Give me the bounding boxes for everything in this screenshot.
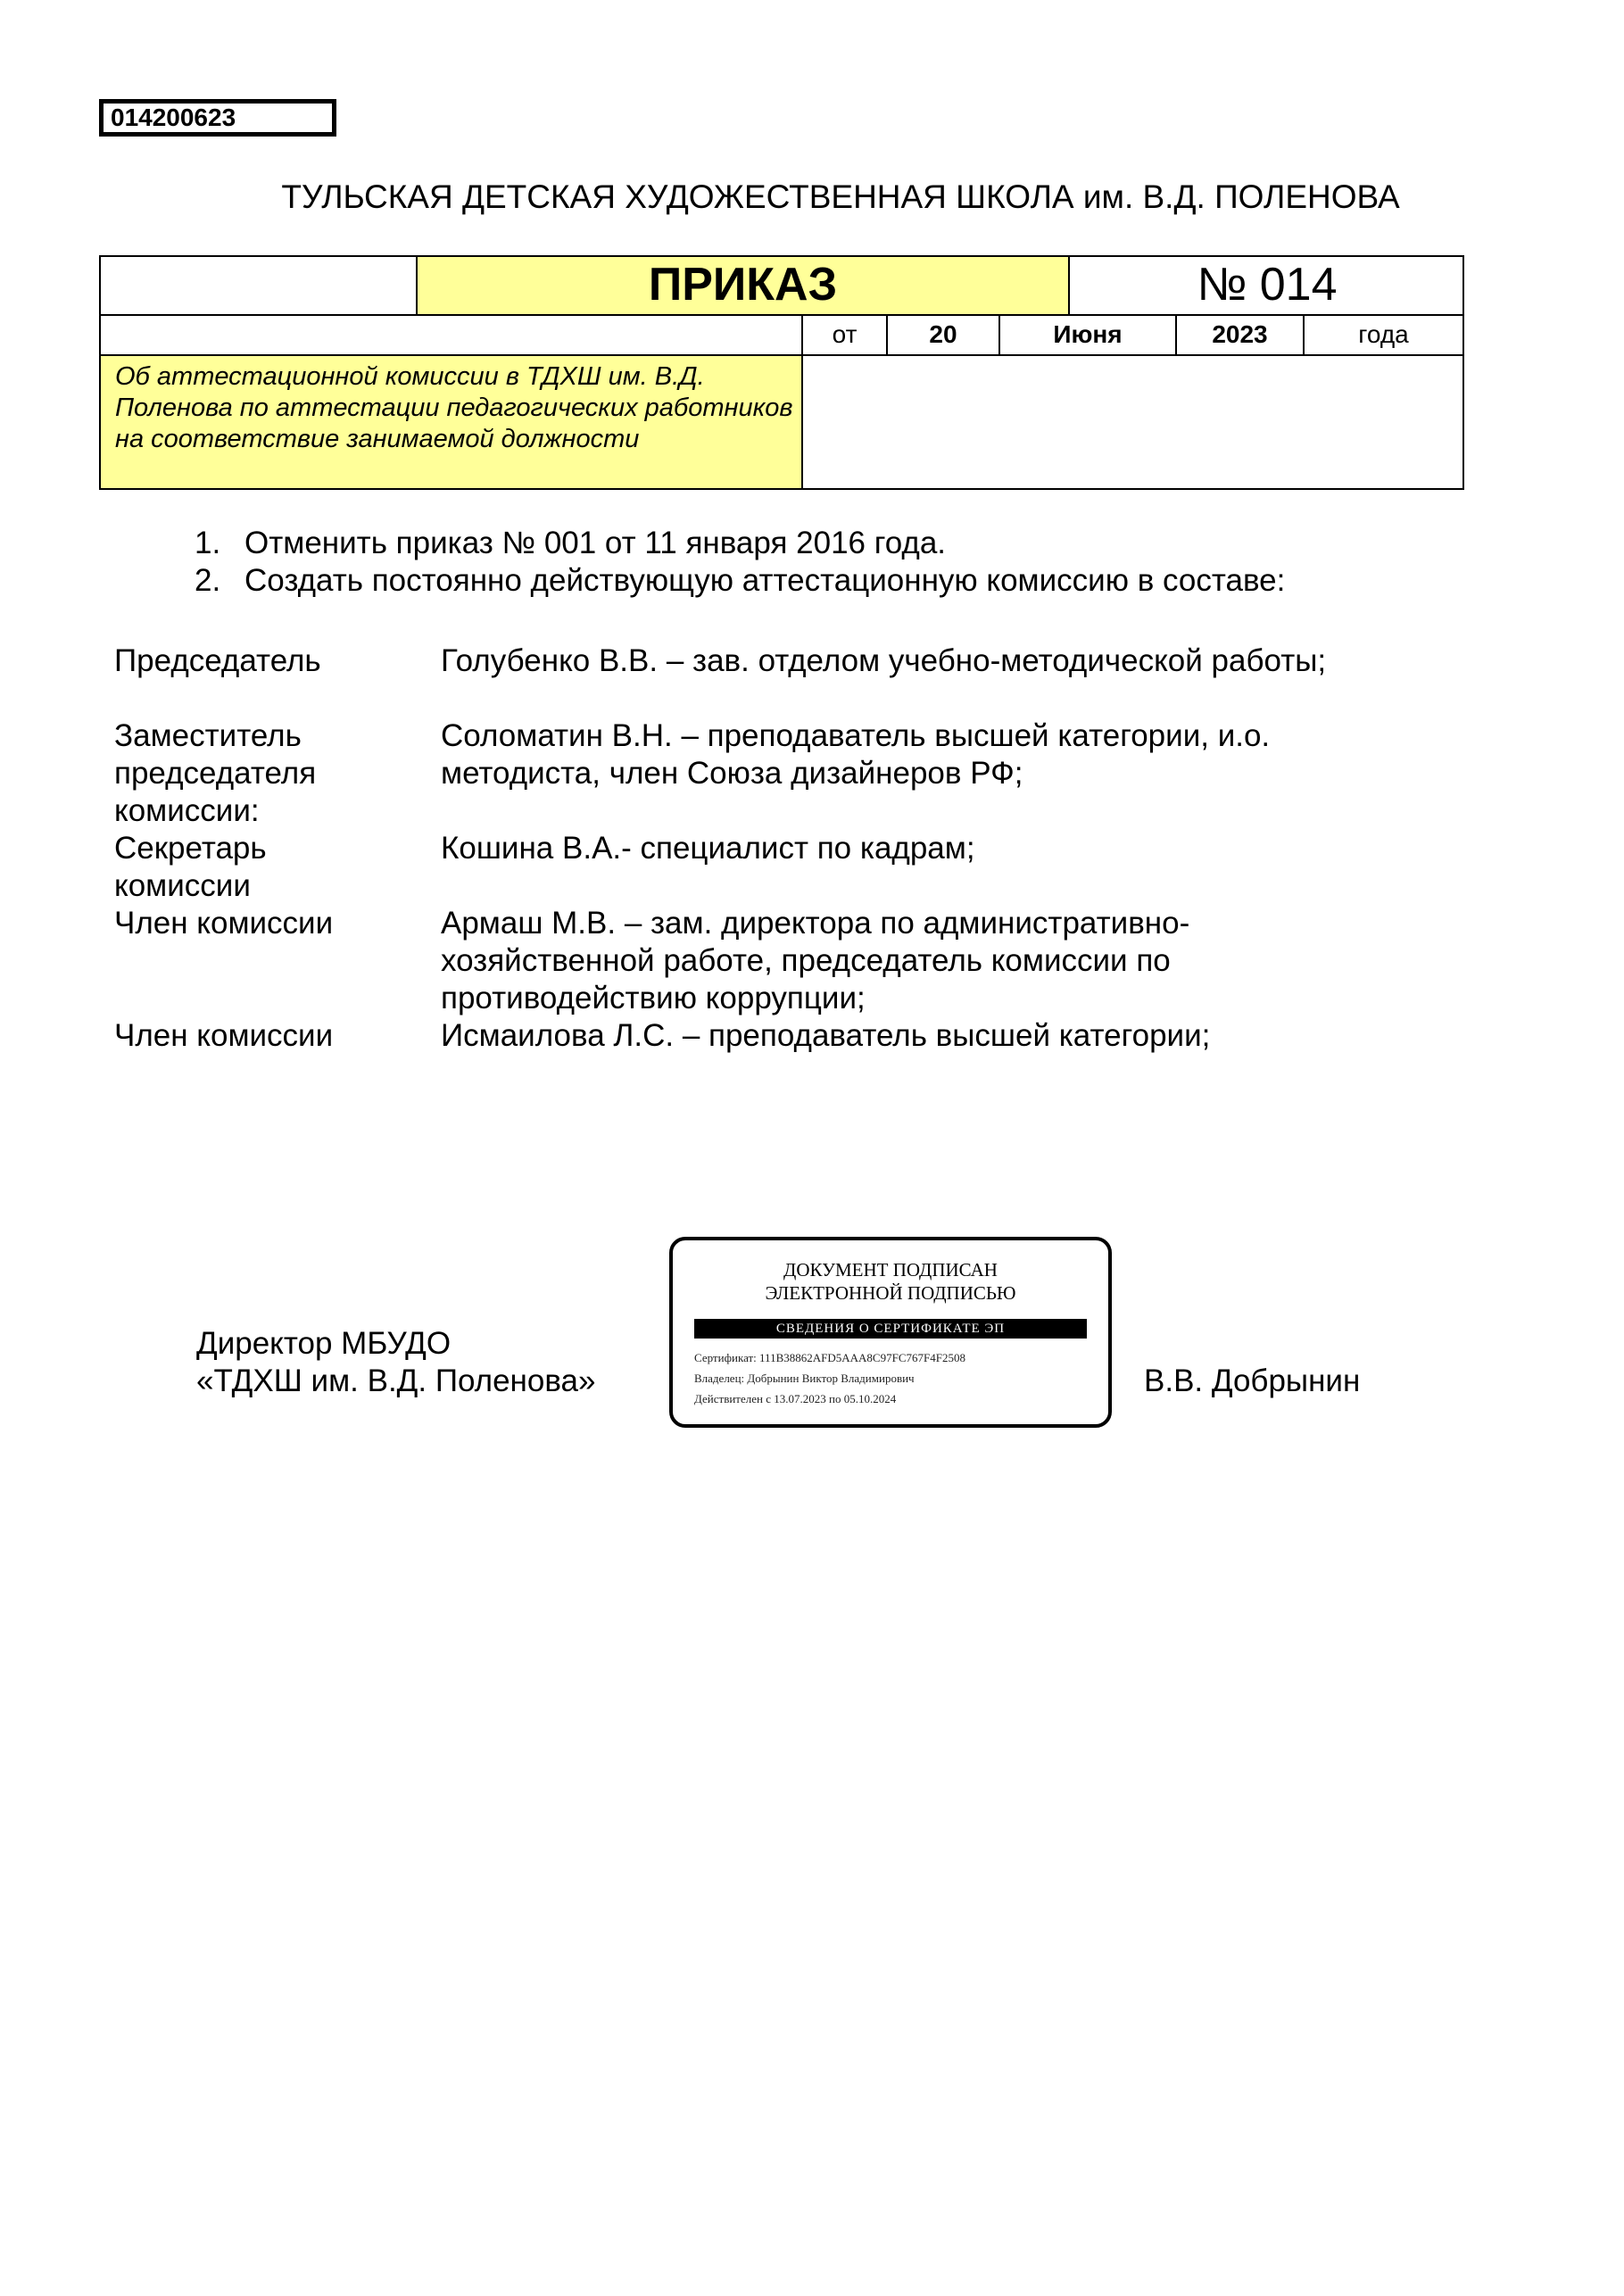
member-row: [114, 717, 1471, 830]
list-item: [195, 525, 1285, 562]
member-row: [114, 905, 1471, 1017]
member-role: Секретарь комиссии: [114, 831, 267, 903]
date-year-suffix: года: [1358, 320, 1409, 348]
member-role: Заместитель председателя комиссии:: [114, 718, 317, 828]
document-code: 014200623: [99, 99, 336, 137]
member-description: Соломатин В.Н. – преподаватель высшей категории, и.о. методиста, член Союза дизайнеров РФ;: [441, 718, 1271, 791]
date-year: 2023: [1212, 320, 1268, 348]
list-item-number: 1.: [195, 526, 221, 560]
date-from-label: от: [832, 320, 858, 348]
member-description: Кошина В.А.- специалист по кадрам;: [441, 831, 975, 866]
member-row: [114, 642, 1471, 680]
order-number: № 014: [1197, 259, 1338, 311]
stamp-title-line: ДОКУМЕНТ ПОДПИСАН: [783, 1259, 998, 1281]
stamp-validity: Действителен с 13.07.2023 по 05.10.2024: [694, 1392, 897, 1405]
stamp-title: [673, 1258, 1108, 1305]
list-item-number: 2.: [195, 563, 221, 598]
electronic-signature-stamp: [669, 1237, 1112, 1428]
stamp-owner: Владелец: Добрынин Виктор Владимирович: [694, 1372, 915, 1385]
order-title: ПРИКАЗ: [418, 257, 1068, 316]
school-name: ТУЛЬСКАЯ ДЕТСКАЯ ХУДОЖЕСТВЕННАЯ ШКОЛА им. В.Д. ПОЛЕНОВА: [281, 178, 1400, 215]
list-item-text: Отменить приказ № 001 от 11 января 2016 года.: [244, 526, 947, 560]
member-description: Армаш М.В. – зам. директора по административно-хозяйственной работе, председатель комиссии по противодействию коррупции;: [441, 906, 1190, 1015]
member-description: Голубенко В.В. – зав. отделом учебно-методической работы;: [441, 643, 1327, 678]
member-role: Член комиссии: [114, 1018, 334, 1053]
date-month: Июня: [1053, 320, 1123, 348]
member-role: Член комиссии: [114, 906, 334, 941]
signatory-role: [196, 1325, 595, 1400]
date-day: 20: [929, 320, 957, 348]
member-description: Исмаилова Л.С. – преподаватель высшей категории;: [441, 1018, 1211, 1053]
member-role: Председатель: [114, 643, 321, 678]
list-item: [195, 562, 1285, 600]
stamp-title-line: ЭЛЕКТРОННОЙ ПОДПИСЬЮ: [765, 1282, 1016, 1304]
order-items: [195, 525, 1285, 600]
stamp-certificate-bar: СВЕДЕНИЯ О СЕРТИФИКАТЕ ЭП: [694, 1319, 1087, 1339]
stamp-certificate-id: Сертификат: 111B38862AFD5AAA8C97FC767F4F2508: [694, 1351, 965, 1364]
signatory-role-line: Директор МБУДО: [196, 1326, 452, 1361]
signatory-role-line: «ТДХШ им. В.Д. Поленова»: [196, 1364, 596, 1398]
order-header-table: [99, 255, 1464, 490]
member-row: [114, 830, 1471, 905]
list-item-text: Создать постоянно действующую аттестационную комиссию в составе:: [244, 563, 1286, 598]
order-subject: Об аттестационной комиссии в ТДХШ им. В.Д. Поленова по аттестации педагогических работников на соответствие занимаемой должности: [101, 356, 801, 488]
signatory-name: В.В. Добрынин: [1144, 1364, 1361, 1398]
member-row: [114, 1017, 1471, 1055]
